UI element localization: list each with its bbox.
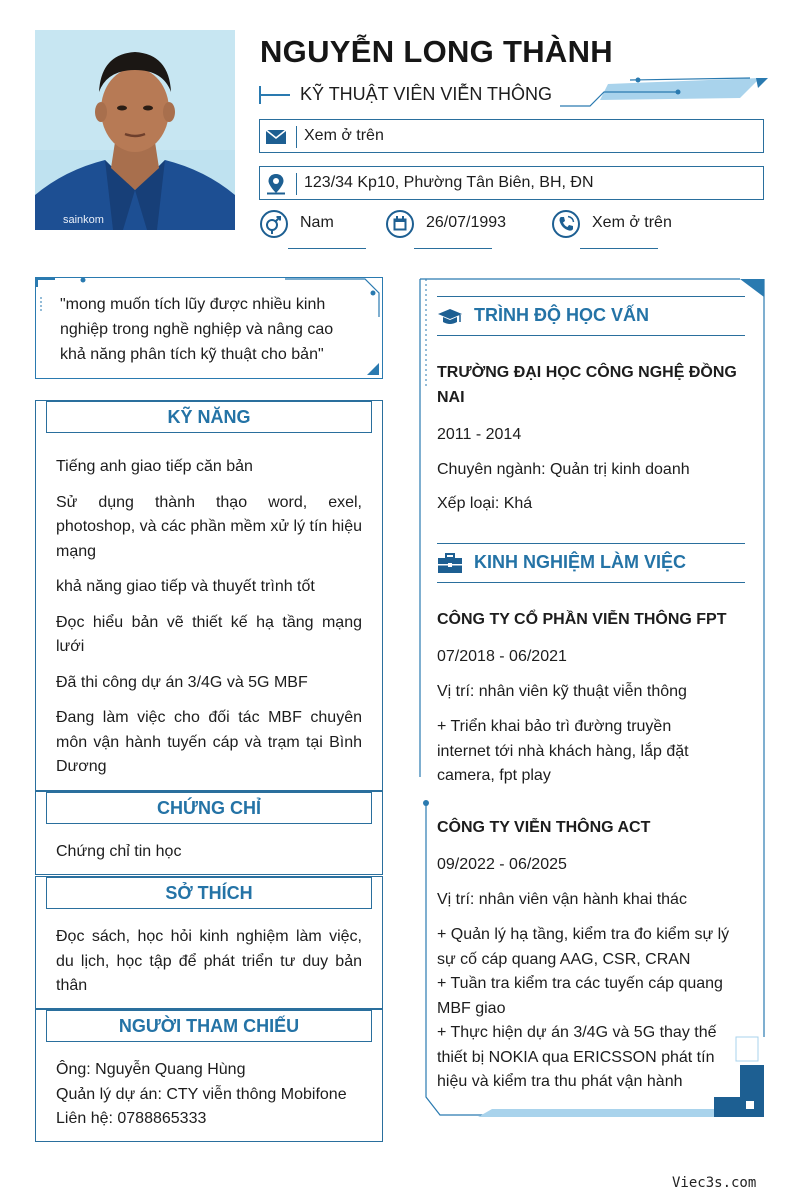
- skills-section: [35, 400, 383, 791]
- calendar-icon: [386, 210, 414, 238]
- job-position: Vị trí: nhân viên vận hành khai thác: [437, 891, 687, 908]
- skill-item: Sử dụng thành thạo word, exel, photoshop, và các phần mềm xử lý tín hiệu mạng: [56, 493, 362, 560]
- hobbies-text-box: [56, 925, 362, 999]
- gender-icon: [260, 210, 288, 238]
- address-value: 123/34 Kp10, Phường Tân Biên, BH, ĐN: [304, 174, 594, 191]
- certificates-section: [35, 791, 383, 875]
- shirt-logo-text: sainkom: [63, 214, 104, 226]
- circuit-decoration: [560, 74, 772, 114]
- address-row: [259, 166, 764, 200]
- education-grade: Xếp loại: Khá: [437, 495, 533, 512]
- phone-value: Xem ở trên: [592, 214, 672, 231]
- job-description-line: + Quản lý hạ tầng, kiểm tra đo kiểm sự lý sự cố cáp quang AAG, CSR, CRAN: [437, 926, 730, 968]
- email-value: Xem ở trên: [304, 127, 384, 144]
- job-description-line: + Tuần tra kiểm tra các tuyến cáp quang MBF giao: [437, 975, 723, 1017]
- reference-line: Liên hệ: 0788865333: [56, 1110, 207, 1127]
- graduation-cap-icon: [437, 304, 463, 328]
- job-period: 07/2018 - 06/2021: [437, 648, 567, 665]
- email-row: [259, 119, 764, 153]
- location-pin-icon: [264, 172, 288, 196]
- experience-header: [437, 543, 745, 583]
- education-header: [437, 296, 745, 336]
- objective-text: "mong muốn tích lũy được nhiều kinh nghiệp trong nghề nghiệp và nâng cao khả năng phân tích kỹ thuật cho bản": [60, 296, 334, 363]
- gender-underline: [288, 248, 366, 249]
- phone-icon: [552, 210, 580, 238]
- hobbies-heading: SỞ THÍCH: [46, 877, 372, 909]
- hobbies-text: Đọc sách, học hỏi kinh nghiệm làm việc, du lịch, học tập để phát triển tư duy bản thân: [56, 928, 362, 994]
- references-section: [35, 1009, 383, 1142]
- skill-item: Tiếng anh giao tiếp căn bản: [56, 458, 253, 475]
- portrait-image: [35, 30, 235, 230]
- job-position: Vị trí: nhân viên kỹ thuật viễn thông: [437, 683, 687, 700]
- certificates-heading: CHỨNG CHỈ: [46, 792, 372, 824]
- email-separator: [296, 126, 297, 148]
- profile-photo: [35, 30, 235, 230]
- certificates-list: [56, 840, 362, 865]
- job-description-list: [437, 923, 747, 1095]
- job-description: + Triển khai bảo trì đường truyền internet tới nhà khách hàng, lắp đặt camera, fpt play: [437, 718, 689, 784]
- references-heading: NGƯỜI THAM CHIẾU: [46, 1010, 372, 1042]
- education-heading: TRÌNH ĐỘ HỌC VẤN: [474, 305, 649, 325]
- job-period: 09/2022 - 06/2025: [437, 856, 567, 873]
- envelope-icon: [264, 125, 288, 149]
- job-title: KỸ THUẬT VIÊN VIỄN THÔNG: [300, 84, 553, 104]
- candidate-name: NGUYỄN LONG THÀNH: [260, 34, 613, 69]
- job-company: CÔNG TY CỔ PHẦN VIỄN THÔNG FPT: [437, 611, 727, 628]
- briefcase-icon: [437, 551, 463, 575]
- skill-item: Đang làm việc cho đối tác MBF chuyên môn vận hành tuyến cáp và trạm tại Bình Dương: [56, 709, 362, 775]
- phone-underline: [580, 248, 658, 249]
- certificate-item: Chứng chỉ tin học: [56, 843, 182, 860]
- education-period: 2011 - 2014: [437, 426, 522, 443]
- birthdate-underline: [414, 248, 492, 249]
- skills-list: [56, 455, 362, 780]
- gender-value: Nam: [300, 214, 334, 231]
- skill-item: Đọc hiểu bản vẽ thiết kế hạ tầng mạng lưới: [56, 613, 362, 655]
- footer-watermark: Viec3s.com: [672, 1175, 757, 1191]
- career-objective-box: [35, 277, 383, 379]
- title-line-decoration: [260, 94, 290, 96]
- skill-item: Đã thi công dự án 3/4G và 5G MBF: [56, 673, 308, 691]
- job-company: CÔNG TY VIỄN THÔNG ACT: [437, 819, 651, 836]
- reference-line: Quản lý dự án: CTY viễn thông Mobifone: [56, 1085, 347, 1103]
- reference-line: Ông: Nguyễn Quang Hùng: [56, 1061, 246, 1078]
- education-major: Chuyên ngành: Quản trị kinh doanh: [437, 461, 690, 478]
- birthdate-value: 26/07/1993: [426, 214, 507, 231]
- references-list: [56, 1058, 362, 1132]
- skill-item: khả năng giao tiếp và thuyết trình tốt: [56, 578, 315, 595]
- job-description-line: + Thực hiện dự án 3/4G và 5G thay thế thiết bị NOKIA qua ERICSSON phát tín hiệu và kiểm tra thu phát vận hành: [437, 1024, 717, 1090]
- address-separator: [296, 173, 297, 195]
- skills-heading: KỸ NĂNG: [46, 401, 372, 433]
- hobbies-section: [35, 876, 383, 1009]
- school-name: TRƯỜNG ĐẠI HỌC CÔNG NGHỆ ĐỒNG NAI: [437, 364, 737, 406]
- experience-heading: KINH NGHIỆM LÀM VIỆC: [474, 552, 687, 572]
